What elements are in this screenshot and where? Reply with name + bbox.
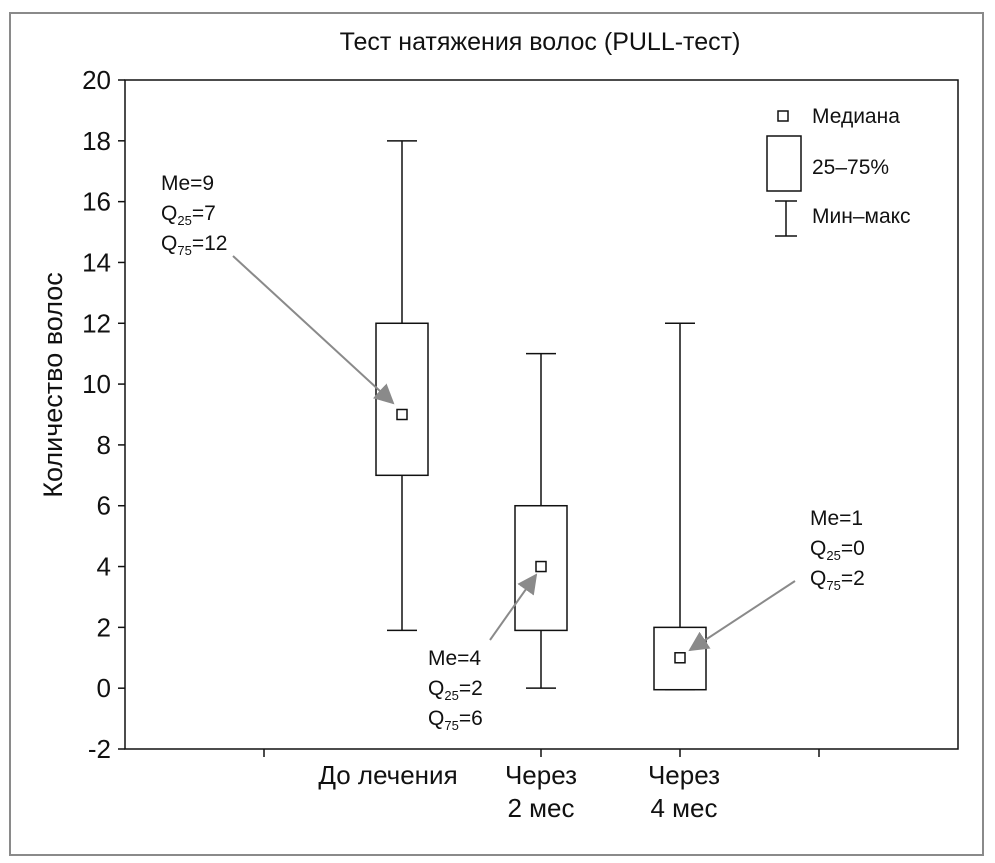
legend-range-label: Мин–макс	[812, 205, 911, 228]
y-tick-label: 4	[96, 551, 111, 582]
x-axis	[264, 749, 819, 823]
y-tick-label: 6	[96, 490, 111, 521]
x-tick-label: Через	[647, 760, 721, 790]
y-tick-label: 2	[96, 612, 111, 643]
boxes-layer	[376, 141, 706, 690]
annotation-q25: $Q_{25}=2$	[428, 677, 483, 703]
legend-iqr-box	[767, 136, 801, 191]
y-axis	[82, 65, 125, 764]
y-tick-label: 20	[82, 65, 111, 95]
annotation-q75: $Q_{75}=6$	[428, 707, 483, 733]
annotation-arrow	[233, 256, 393, 403]
annotations-layer	[161, 172, 865, 733]
annotation-median: Me=1	[810, 507, 864, 530]
annotation-group	[161, 172, 393, 403]
annotation-q75: $Q_{75}=12$	[161, 232, 228, 258]
x-tick-label: 4 мес	[650, 793, 718, 823]
annotation-q75: $Q_{75}=2$	[810, 567, 865, 593]
y-tick-label: 18	[82, 125, 111, 156]
legend-median-label: Медиана	[812, 105, 900, 128]
chart-title: Тест натяжения волос (PULL-тест)	[339, 28, 741, 56]
annotation-arrow	[690, 581, 795, 650]
box-group	[654, 323, 706, 689]
y-tick-label: 10	[82, 369, 111, 400]
annotation-q25: $Q_{25}=7$	[161, 202, 216, 228]
legend-median-marker	[778, 111, 788, 121]
median-marker	[397, 410, 407, 420]
y-tick-label: 12	[82, 308, 111, 339]
y-tick-label: 8	[96, 429, 111, 460]
median-marker	[536, 562, 546, 572]
y-tick-label: -2	[87, 734, 111, 764]
y-tick-label: 14	[82, 247, 111, 278]
annotation-group	[690, 507, 865, 650]
legend	[767, 105, 911, 236]
box-group	[376, 141, 428, 631]
y-axis-label: Количество волос	[38, 272, 68, 498]
annotation-q25: $Q_{25}=0$	[810, 537, 865, 563]
box-group	[515, 354, 567, 689]
x-tick-label: 2 мес	[507, 793, 575, 823]
legend-iqr-label: 25–75%	[812, 156, 890, 179]
annotation-median: Me=9	[161, 172, 215, 195]
iqr-box	[376, 323, 428, 475]
y-tick-label: 16	[82, 186, 111, 217]
x-tick-label: Через	[504, 760, 578, 790]
annotation-median: Me=4	[428, 647, 482, 670]
y-tick-label: 0	[96, 673, 111, 704]
annotation-group	[428, 575, 536, 733]
x-tick-label: До лечения	[318, 760, 458, 790]
median-marker	[675, 653, 685, 663]
